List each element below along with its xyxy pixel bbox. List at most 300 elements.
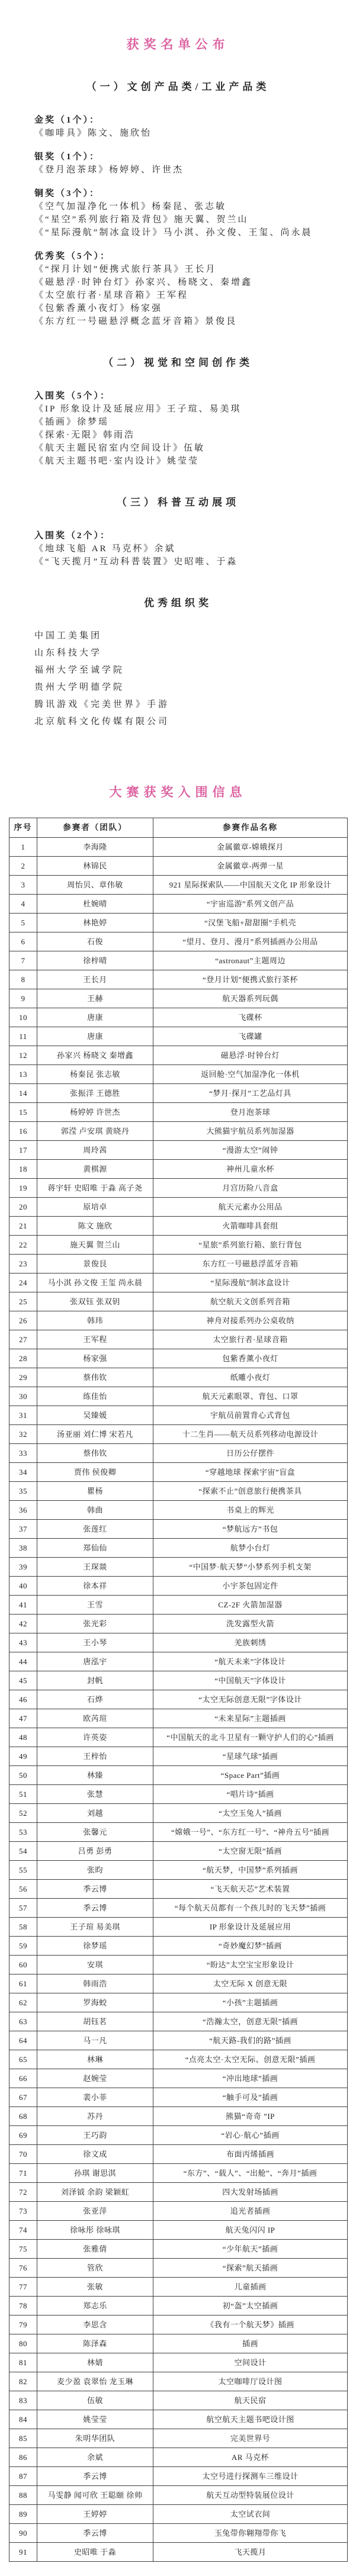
cell-artwork: “未来星际”主题插画 — [153, 1709, 348, 1728]
table-row — [9, 2334, 348, 2353]
cell-participants: 徐本祥 — [37, 1577, 153, 1596]
cell-artwork: “穿越地球 探索宇宙”盲盒 — [153, 1463, 348, 1482]
cell-participants: 姚莹莹 — [37, 2410, 153, 2429]
cell-artwork: “探索不止”创意旅行便携茶具 — [153, 1482, 348, 1501]
table-header-cell: 参赛作品名称 — [153, 818, 348, 838]
cell-artwork: “飞天航天芯”艺术装置 — [153, 1880, 348, 1899]
cell-participants: 郑志乐 — [37, 2297, 153, 2315]
award-entry: 《包紫香薰小夜灯》杨家强 — [34, 304, 163, 313]
cell-index: 38 — [9, 1539, 37, 1558]
table-row — [9, 1444, 348, 1463]
cell-artwork: 布面丙烯插画 — [153, 2145, 348, 2164]
cell-participants: 郑仙仙 — [37, 1539, 153, 1558]
cell-participants: 季云博 — [37, 2524, 153, 2543]
award-group-label: 入围奖（2个）： — [34, 531, 111, 541]
table-row — [9, 857, 348, 876]
cell-index: 67 — [9, 2088, 37, 2107]
cell-artwork: 追光者插画 — [153, 2202, 348, 2221]
cell-artwork: “Space Part”插画 — [153, 1766, 348, 1785]
table-row — [9, 1785, 348, 1804]
cell-index: 66 — [9, 2069, 37, 2088]
cell-participants: 唐泓宇 — [37, 1652, 153, 1671]
cell-index: 55 — [9, 1861, 37, 1880]
cell-artwork: “太空玉兔人”插画 — [153, 1804, 348, 1823]
cell-index: 51 — [9, 1785, 37, 1804]
cell-index: 64 — [9, 2031, 37, 2050]
cell-participants: 罗海蛟 — [37, 1993, 153, 2012]
table-row — [9, 2050, 348, 2069]
cell-index: 76 — [9, 2259, 37, 2278]
table-row — [9, 1065, 348, 1084]
table-row — [9, 1652, 348, 1671]
award-entry: 《太空旅行者·星球音箱》王军程 — [34, 291, 188, 300]
table-row — [9, 1577, 348, 1596]
table-row — [9, 1880, 348, 1899]
cell-participants: 林锦民 — [37, 857, 153, 876]
table-row — [9, 1141, 348, 1160]
cell-artwork: 航空航天主题书吧设计图 — [153, 2410, 348, 2429]
cell-artwork: 日历公仔摆件 — [153, 1444, 348, 1463]
cell-index: 86 — [9, 2448, 37, 2467]
cell-index: 65 — [9, 2050, 37, 2069]
table-row — [9, 2164, 348, 2183]
cell-artwork: “astronaut”主题周边 — [153, 951, 348, 970]
award-entry: 《“星际漫航”制冰盒设计》马小淇、孙文俊、王玺、尚永晨 — [34, 228, 313, 237]
cell-participants: 杜婉晴 — [37, 895, 153, 914]
table-row — [9, 2221, 348, 2240]
table-row — [9, 2543, 348, 2562]
cell-index: 7 — [9, 951, 37, 970]
award-group — [34, 529, 345, 568]
cell-participants: 麦少盈 袁翠怡 龙玉琳 — [37, 2372, 153, 2391]
cell-participants: 施天翼 贺兰山 — [37, 1236, 153, 1255]
cell-participants: 季云博 — [37, 1880, 153, 1899]
cell-participants: 张双钰 张双钥 — [37, 1292, 153, 1311]
table-row — [9, 876, 348, 895]
cell-participants: 蔡伟钦 — [37, 1368, 153, 1387]
cell-participants: 张馨元 — [37, 1823, 153, 1842]
org-award-list — [34, 630, 345, 728]
cell-participants: 孙琪 谢思淇 — [37, 2164, 153, 2183]
table-row — [9, 1596, 348, 1615]
cell-index: 4 — [9, 895, 37, 914]
cell-participants: 李海隆 — [37, 838, 153, 857]
table-row — [9, 1993, 348, 2012]
table-row — [9, 1842, 348, 1861]
cell-index: 72 — [9, 2183, 37, 2202]
table-row — [9, 2278, 348, 2297]
award-group-label: 银奖（1个）： — [34, 152, 101, 162]
table-row — [9, 1160, 348, 1179]
cell-artwork: 熊猫“奇奇 ”IP — [153, 2107, 348, 2126]
award-entry: 《登月泡茶球》杨婷婷、许世杰 — [34, 165, 184, 175]
award-entry: 《咖啡具》陈文、施欣怡 — [34, 128, 152, 138]
cell-participants: 赵婉莹 — [37, 2069, 153, 2088]
cell-artwork: “星旅”系列旅行箱、旅行背包 — [153, 1236, 348, 1255]
cell-artwork: 航空航天文创系列音箱 — [153, 1292, 348, 1311]
table-row — [9, 1709, 348, 1728]
cell-participants: 蔡伟钦 — [37, 1444, 153, 1463]
cell-artwork: “奇妙魔幻梦”插画 — [153, 1937, 348, 1956]
table-row — [9, 1084, 348, 1103]
cell-artwork: 儿童插画 — [153, 2278, 348, 2297]
table-row — [9, 1236, 348, 1255]
org-award-heading: 优秀组织奖 — [144, 597, 212, 609]
cell-index: 53 — [9, 1823, 37, 1842]
org-entry: 福州大学至诚学院 — [34, 665, 125, 675]
table-row — [9, 2183, 348, 2202]
award-group-label: 优秀奖（5个）： — [34, 252, 111, 261]
cell-artwork: “望月、登月、漫月”系列插画办公用品 — [153, 932, 348, 951]
cell-index: 59 — [9, 1937, 37, 1956]
table-row — [9, 1804, 348, 1823]
table-header-cell: 序号 — [9, 818, 37, 838]
cell-index: 69 — [9, 2126, 37, 2145]
cell-index: 62 — [9, 1993, 37, 2012]
cell-index: 74 — [9, 2221, 37, 2240]
cell-index: 40 — [9, 1577, 37, 1596]
cell-index: 32 — [9, 1425, 37, 1444]
cell-participants: 陈泽森 — [37, 2334, 153, 2353]
cell-participants: 林艳婷 — [37, 914, 153, 932]
award-entry: 《航天主题书吧·室内设计》姚莹莹 — [34, 456, 199, 466]
cell-participants: 王长月 — [37, 970, 153, 989]
table-row — [9, 2505, 348, 2524]
table-row — [9, 2391, 348, 2410]
cell-index: 81 — [9, 2353, 37, 2372]
cell-artwork: 包紫香薰小夜灯 — [153, 1349, 348, 1368]
table-row — [9, 1027, 348, 1046]
cell-artwork: 羌族刺绣 — [153, 1633, 348, 1652]
cell-index: 52 — [9, 1804, 37, 1823]
table-row — [9, 1899, 348, 1918]
cell-participants: 孙家兴 杨晓文 秦增鑫 — [37, 1046, 153, 1065]
cell-index: 48 — [9, 1728, 37, 1747]
cell-index: 30 — [9, 1387, 37, 1406]
cell-index: 6 — [9, 932, 37, 951]
cell-artwork: 航梦小台灯 — [153, 1539, 348, 1558]
cell-participants: 伍敏 — [37, 2391, 153, 2410]
cell-participants: 张慧 — [37, 1785, 153, 1804]
cell-participants: 韩雨浩 — [37, 1974, 153, 1993]
cell-artwork: “嫦娥一号”、“东方红一号”、“神舟五号”插画 — [153, 1823, 348, 1842]
cell-index: 42 — [9, 1615, 37, 1633]
cell-artwork: 神州儿童水杯 — [153, 1160, 348, 1179]
table-row — [9, 895, 348, 914]
cell-index: 54 — [9, 1842, 37, 1861]
cell-index: 21 — [9, 1217, 37, 1236]
cell-artwork: 金属徽章-两弹一星 — [153, 857, 348, 876]
cell-participants: 张雅倩 — [37, 2240, 153, 2259]
table-row — [9, 1103, 348, 1122]
award-entry: 《插画》徐梦瑶 — [34, 417, 110, 427]
cell-index: 14 — [9, 1084, 37, 1103]
cell-participants: 蒋宇轩 史昭唯 于淼 高子尧 — [37, 1179, 153, 1198]
cell-index: 18 — [9, 1160, 37, 1179]
cell-index: 45 — [9, 1671, 37, 1690]
table-body — [9, 838, 348, 2562]
cell-participants: 苏丹 — [37, 2107, 153, 2126]
cell-index: 41 — [9, 1596, 37, 1615]
cell-index: 27 — [9, 1330, 37, 1349]
cell-participants: 史昭唯 于淼 — [37, 2543, 153, 2562]
cell-participants: 余斌 — [37, 2448, 153, 2467]
table-row — [9, 1198, 348, 1217]
cell-index: 87 — [9, 2467, 37, 2486]
table-row — [9, 1179, 348, 1198]
cell-index: 25 — [9, 1292, 37, 1311]
cell-artwork: “每个航天员都有一个孩儿时的飞天梦”插画 — [153, 1899, 348, 1918]
table-row — [9, 2202, 348, 2221]
table-row — [9, 1425, 348, 1444]
table-row — [9, 2297, 348, 2315]
table-header-row — [9, 818, 348, 838]
award-group-label: 金奖（1个）： — [34, 115, 101, 125]
cell-participants: 张振洋 王德胜 — [37, 1084, 153, 1103]
cell-artwork: IP 形象设计及延展应用 — [153, 1918, 348, 1937]
table-header — [9, 818, 348, 838]
cell-artwork: “触手可及”插画 — [153, 2088, 348, 2107]
table-row — [9, 1273, 348, 1292]
cell-participants: 季云博 — [37, 1899, 153, 1918]
cell-participants: 朱明华团队 — [37, 2429, 153, 2448]
cell-artwork: 飞碟罐 — [153, 1027, 348, 1046]
cell-index: 84 — [9, 2410, 37, 2429]
award-sections — [0, 81, 356, 568]
cell-index: 34 — [9, 1463, 37, 1482]
cell-participants: 王军程 — [37, 1330, 153, 1349]
award-entry: 《“飞天揽月”互动科普装置》史昭唯、于淼 — [34, 557, 238, 567]
cell-index: 39 — [9, 1558, 37, 1577]
table-row — [9, 1387, 348, 1406]
table-row — [9, 1937, 348, 1956]
org-entry: 中国工美集团 — [34, 631, 102, 641]
table-row — [9, 2486, 348, 2505]
cell-artwork: 纸雕小夜灯 — [153, 1368, 348, 1387]
table-row — [9, 951, 348, 970]
cell-participants: 张昀 — [37, 1861, 153, 1880]
cell-index: 8 — [9, 970, 37, 989]
cell-artwork: 太空旅行者·星球音箱 — [153, 1330, 348, 1349]
cell-artwork: 太空试衣间 — [153, 2505, 348, 2524]
award-group — [34, 114, 345, 140]
cell-artwork: 太空号进行探测车三维设计 — [153, 2467, 348, 2486]
cell-artwork: “航天路-我们的路”插画 — [153, 2031, 348, 2050]
cell-participants: 贾伟 侯俊卿 — [37, 1463, 153, 1482]
cell-participants: 林婧 — [37, 2353, 153, 2372]
cell-participants: 王婷婷 — [37, 2505, 153, 2524]
cell-participants: 石俊 — [37, 932, 153, 951]
table-row — [9, 2107, 348, 2126]
table-row — [9, 1558, 348, 1577]
cell-index: 79 — [9, 2315, 37, 2334]
cell-index: 29 — [9, 1368, 37, 1387]
cell-participants: 林琳 — [37, 2050, 153, 2069]
table-row — [9, 2145, 348, 2164]
cell-artwork: AR 马克杯 — [153, 2448, 348, 2467]
cell-artwork: “汉堡飞船+甜甜圈”手机壳 — [153, 914, 348, 932]
table-row — [9, 2315, 348, 2334]
cell-artwork: 航天器系列玩偶 — [153, 989, 348, 1008]
cell-index: 85 — [9, 2429, 37, 2448]
cell-participants: 管欣 — [37, 2259, 153, 2278]
award-entry: 《IP 形象设计及延展应用》王子瑄、易美琪 — [34, 404, 242, 414]
table-row — [9, 2448, 348, 2467]
table-row — [9, 2031, 348, 2050]
award-entry: 《空气加湿净化一体机》杨秦昆、张志敏 — [34, 202, 227, 211]
cell-index: 28 — [9, 1349, 37, 1368]
table-row — [9, 2524, 348, 2543]
cell-index: 46 — [9, 1690, 37, 1709]
cell-index: 19 — [9, 1179, 37, 1198]
cell-index: 68 — [9, 2107, 37, 2126]
table-row — [9, 1122, 348, 1141]
table-row — [9, 970, 348, 989]
cell-artwork: 小宇茶包固定件 — [153, 1577, 348, 1596]
cell-index: 58 — [9, 1918, 37, 1937]
cell-index: 63 — [9, 2012, 37, 2031]
org-entry: 北京航科文化传媒有限公司 — [34, 717, 170, 726]
cell-index: 49 — [9, 1747, 37, 1766]
cell-artwork: 月宫历险八音盒 — [153, 1179, 348, 1198]
cell-artwork: “点亮太空·太空无际、创意无限”插画 — [153, 2050, 348, 2069]
table-row — [9, 1918, 348, 1937]
cell-artwork: 飞天揽月 — [153, 2543, 348, 2562]
table-row — [9, 1861, 348, 1880]
cell-artwork: 初“盔”太空插画 — [153, 2297, 348, 2315]
award-group — [34, 390, 345, 468]
cell-index: 11 — [9, 1027, 37, 1046]
table-row — [9, 838, 348, 857]
cell-index: 37 — [9, 1520, 37, 1539]
cell-participants: 马一凡 — [37, 2031, 153, 2050]
award-entry: 《东方红一号磁悬浮概念蓝牙音箱》景俊艮 — [34, 317, 238, 326]
cell-participants: 徐梓晴 — [37, 951, 153, 970]
award-group — [34, 187, 345, 239]
cell-artwork: “漫游太空”闹钟 — [153, 1141, 348, 1160]
cell-index: 77 — [9, 2278, 37, 2297]
table-row — [9, 2372, 348, 2391]
table-row — [9, 1823, 348, 1842]
cell-index: 44 — [9, 1652, 37, 1671]
table-row — [9, 1520, 348, 1539]
cell-artwork: 空间设计 — [153, 2353, 348, 2372]
cell-artwork: 洗发露型火箭 — [153, 1615, 348, 1633]
table-row — [9, 1330, 348, 1349]
cell-index: 73 — [9, 2202, 37, 2221]
table-row — [9, 1482, 348, 1501]
cell-participants: 景俊艮 — [37, 1255, 153, 1273]
cell-artwork: 完美世界号 — [153, 2429, 348, 2448]
cell-index: 50 — [9, 1766, 37, 1785]
cell-artwork: “探索”航天插画 — [153, 2259, 348, 2278]
cell-index: 82 — [9, 2372, 37, 2391]
cell-participants: 周怡贝、章伟敏 — [37, 876, 153, 895]
cell-artwork: “岩心·航心”插画 — [153, 2126, 348, 2145]
table-row — [9, 2240, 348, 2259]
cell-index: 5 — [9, 914, 37, 932]
section-heading: （三）科普互动展项 — [117, 497, 239, 508]
cell-artwork: 四大发射场插画 — [153, 2183, 348, 2202]
cell-artwork: 金属徽章-嫦娥探月 — [153, 838, 348, 857]
cell-index: 35 — [9, 1482, 37, 1501]
org-entry: 山东科技大学 — [34, 648, 102, 658]
award-entry: 《探索·无限》韩雨浩 — [34, 430, 135, 440]
cell-participants: 裴小菲 — [37, 2088, 153, 2107]
cell-artwork: 插画 — [153, 2334, 348, 2353]
cell-participants: 王梓怡 — [37, 1747, 153, 1766]
award-entry: 《磁悬浮·时钟台灯》孙家兴、杨晓文、秦增鑫 — [34, 278, 252, 287]
cell-participants: 刘泽钺 余韵 梁颖虹 — [37, 2183, 153, 2202]
cell-participants: 封帆 — [37, 1671, 153, 1690]
cell-artwork: 东方红一号磁悬浮蓝牙音箱 — [153, 1255, 348, 1273]
cell-index: 88 — [9, 2486, 37, 2505]
cell-artwork: “浩瀚太空，创意无限”插画 — [153, 2012, 348, 2031]
cell-participants: 张敏 — [37, 2278, 153, 2297]
table-row — [9, 1615, 348, 1633]
cell-index: 2 — [9, 857, 37, 876]
cell-participants: 张莲红 — [37, 1520, 153, 1539]
table-row — [9, 1046, 348, 1065]
cell-artwork: 航天元素眼罩、背包、口罩 — [153, 1387, 348, 1406]
cell-index: 31 — [9, 1406, 37, 1425]
cell-index: 91 — [9, 2543, 37, 2562]
cell-index: 80 — [9, 2334, 37, 2353]
cell-participants: 吴臻媛 — [37, 1406, 153, 1425]
table-row — [9, 2126, 348, 2145]
award-group — [34, 150, 345, 176]
cell-index: 17 — [9, 1141, 37, 1160]
cell-participants: 唐康 — [37, 1008, 153, 1027]
cell-index: 75 — [9, 2240, 37, 2259]
award-entry: 《“探月计划”便携式旅行茶具》王长月 — [34, 265, 217, 274]
cell-participants: 原培卓 — [37, 1198, 153, 1217]
cell-artwork: “唱片诗”插画 — [153, 1785, 348, 1804]
cell-artwork: “中国航天的北斗卫星有一颗守护人们的心”插画 — [153, 1728, 348, 1747]
cell-artwork: “中国航天”字体设计 — [153, 1671, 348, 1690]
cell-index: 89 — [9, 2505, 37, 2524]
cell-artwork: 航天元素办公用品 — [153, 1198, 348, 1217]
table-row — [9, 1217, 348, 1236]
table-row — [9, 2012, 348, 2031]
award-entry: 《“星空”系列旅行箱及背包》施天翼、贺兰山 — [34, 215, 249, 224]
table-row — [9, 1974, 348, 1993]
cell-participants: 徐咏彤 徐咏琪 — [37, 2221, 153, 2240]
cell-artwork: 航天兔闪闪 IP — [153, 2221, 348, 2240]
cell-artwork: 十二生肖——航天员系列移动电源设计 — [153, 1425, 348, 1444]
cell-index: 24 — [9, 1273, 37, 1292]
table-row — [9, 1349, 348, 1368]
cell-artwork: 神舟对接系列办公桌收纳 — [153, 1311, 348, 1330]
cell-artwork: “宇宙巡游”系列文创产品 — [153, 895, 348, 914]
cell-participants: 练佳怡 — [37, 1387, 153, 1406]
page-title: 获奖名单公布 — [126, 37, 230, 52]
table-title: 大赛获奖入围信息 — [109, 785, 247, 799]
table-row — [9, 1255, 348, 1273]
cell-artwork: 921 星际探索队——中国航天文化 IP 形象设计 — [153, 876, 348, 895]
table-row — [9, 1539, 348, 1558]
table-row — [9, 1463, 348, 1482]
table-row — [9, 1633, 348, 1652]
table-row — [9, 1008, 348, 1027]
cell-index: 71 — [9, 2164, 37, 2183]
cell-index: 20 — [9, 1198, 37, 1217]
cell-participants: 王巧韵 — [37, 2126, 153, 2145]
table-row — [9, 1292, 348, 1311]
cell-artwork: “登月计划”便携式旅行茶杯 — [153, 970, 348, 989]
award-group-label: 铜奖（3个）： — [34, 189, 101, 198]
cell-index: 10 — [9, 1008, 37, 1027]
